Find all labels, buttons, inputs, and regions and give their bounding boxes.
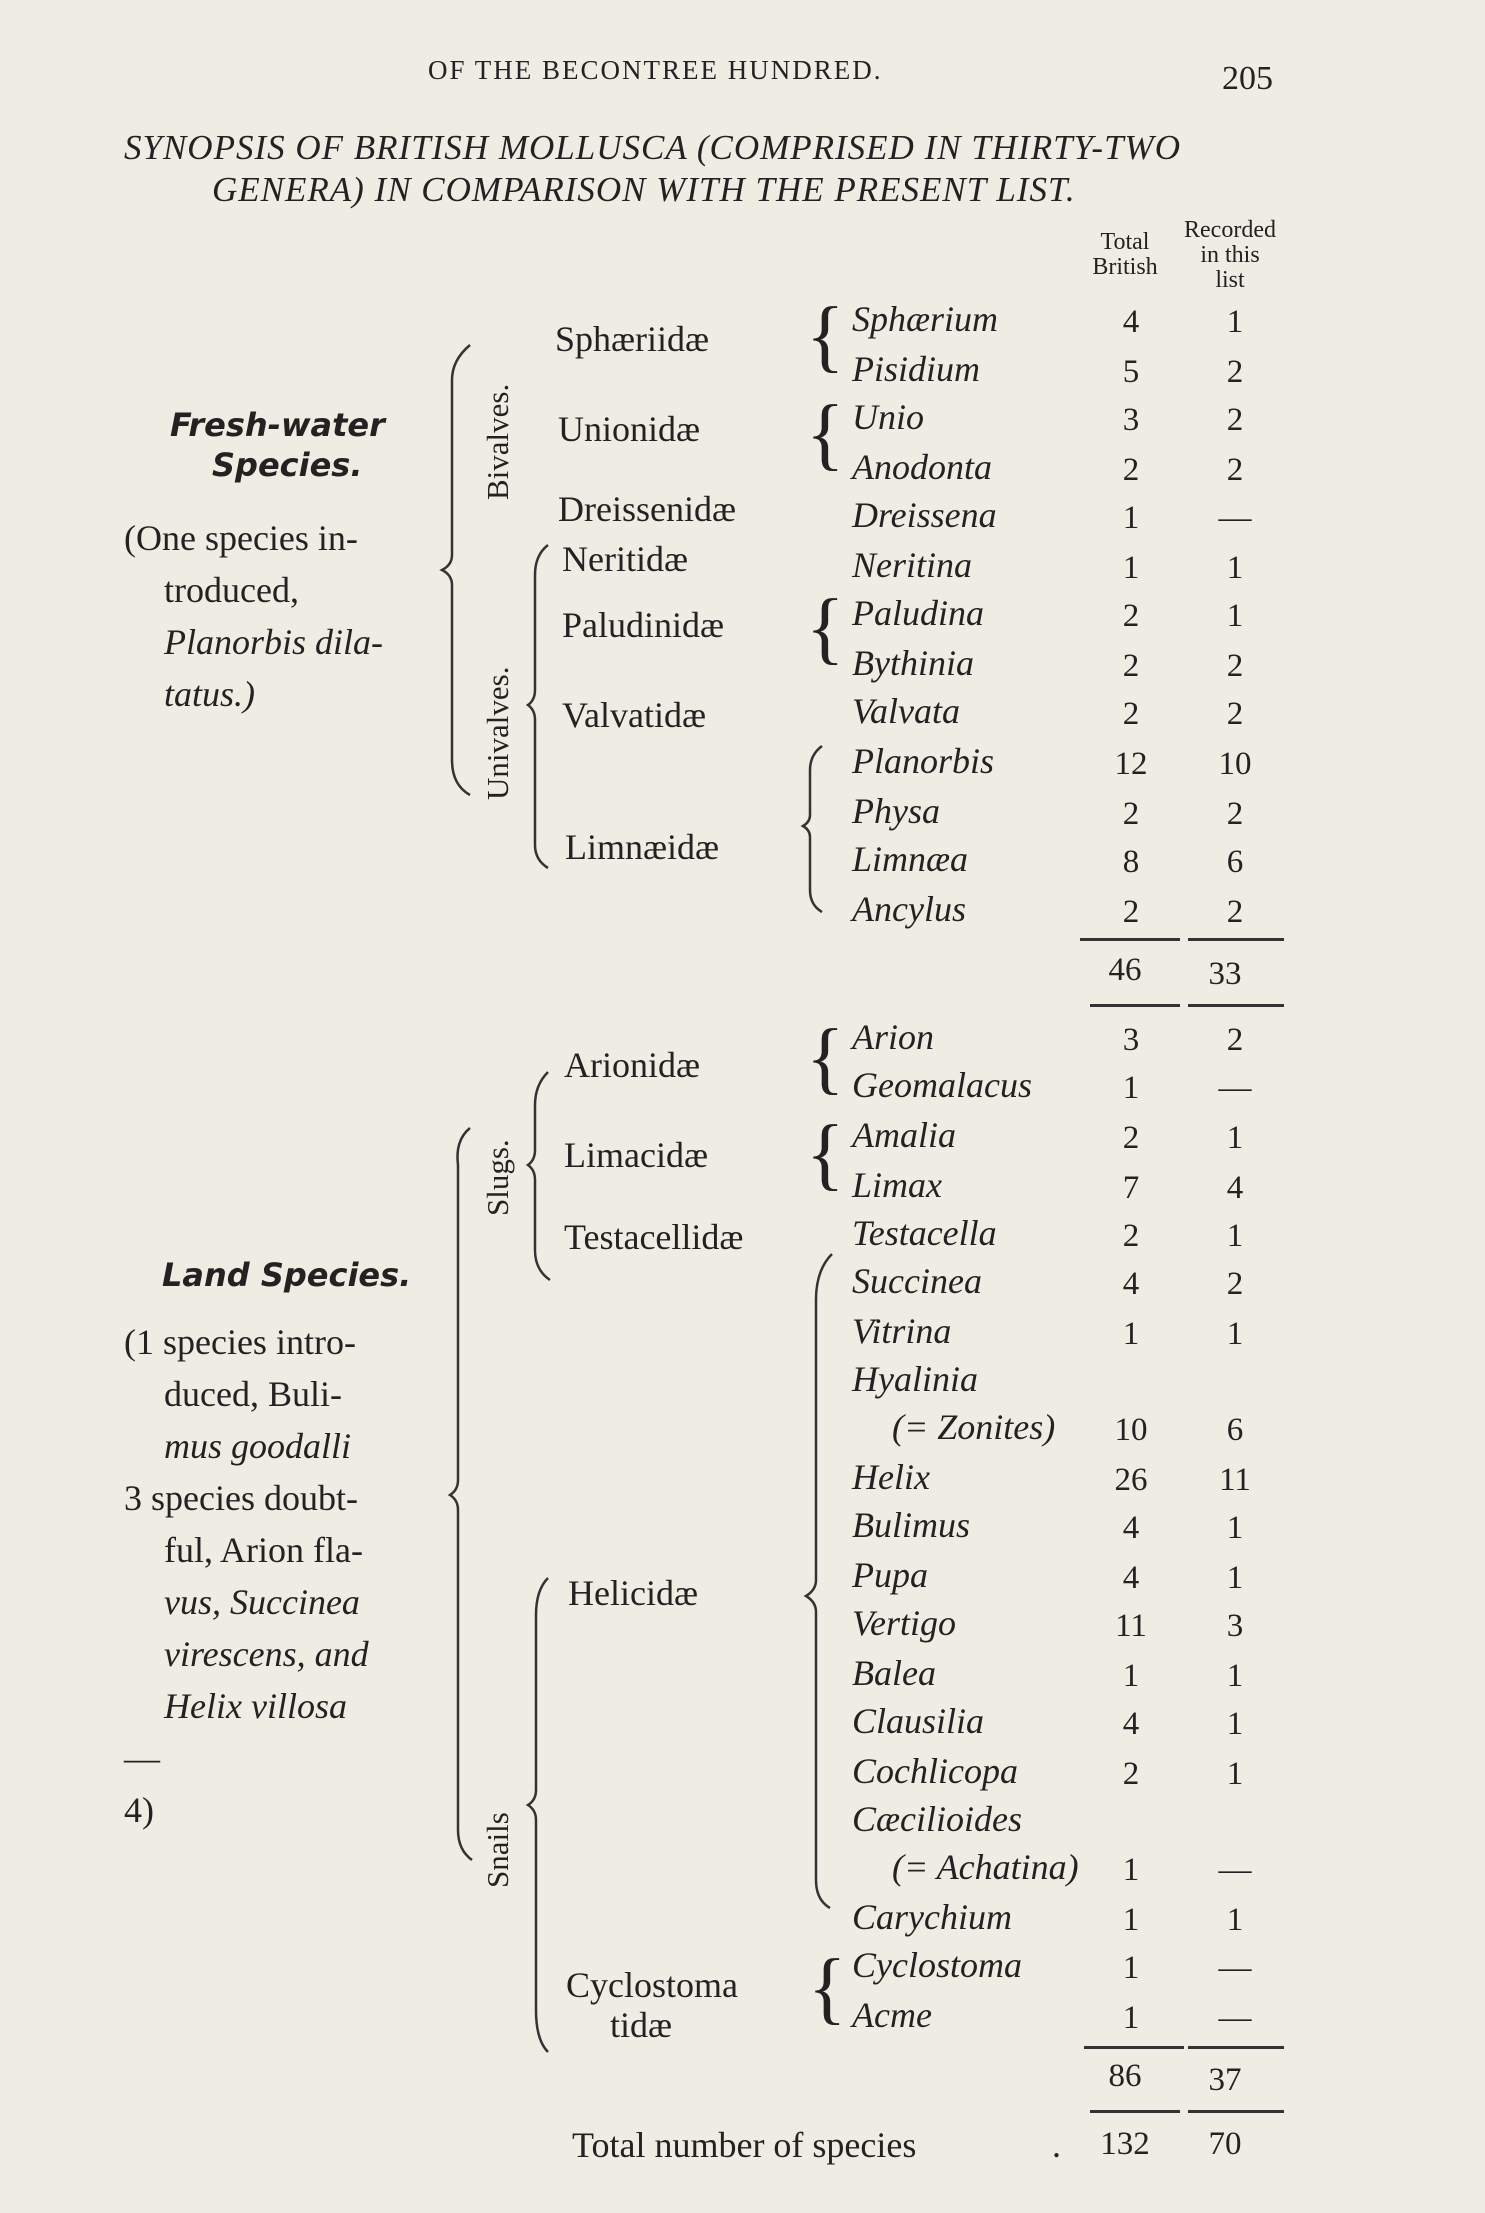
genus-name: Amalia xyxy=(852,1115,956,1155)
total-british-value: 2 xyxy=(1122,1120,1140,1156)
recorded-value: — xyxy=(1218,2000,1252,2036)
column-header-line: list xyxy=(1215,267,1245,293)
genus-name: Vertigo xyxy=(852,1603,956,1643)
genus-name: Helix xyxy=(852,1457,930,1497)
brace xyxy=(450,1128,472,1860)
brace xyxy=(806,1254,832,1908)
recorded-value: 2 xyxy=(1226,354,1244,390)
genus-name: Balea xyxy=(852,1653,936,1693)
genus-name: Succinea xyxy=(852,1261,982,1301)
genus-name: Limnæa xyxy=(852,839,969,879)
genus-name: (= Achatina) xyxy=(892,1847,1079,1887)
recorded-value: 6 xyxy=(1226,1412,1244,1448)
land-subtotal-recorded: 37 xyxy=(1208,2062,1242,2098)
genus-name: Neritina xyxy=(852,545,973,585)
note-line: 4) xyxy=(124,1790,154,1830)
genus-name: Physa xyxy=(852,791,940,831)
family-name: Dreissenidæ xyxy=(558,489,736,529)
brace xyxy=(442,345,470,795)
note-line: Helix villosa xyxy=(164,1686,347,1726)
total-british-value: 2 xyxy=(1122,796,1140,832)
fresh-water-subtotal-recorded: 33 xyxy=(1208,956,1242,992)
genus-name: Geomalacus xyxy=(852,1065,1032,1105)
total-british-value: 10 xyxy=(1114,1412,1148,1448)
total-british-value: 12 xyxy=(1114,746,1148,782)
total-british-value: 1 xyxy=(1122,1316,1140,1352)
brace xyxy=(528,1072,550,1280)
genus-name: (= Zonites) xyxy=(892,1407,1056,1447)
total-british-value: 2 xyxy=(1122,452,1140,488)
genus-name: Planorbis xyxy=(852,741,995,781)
total-british-value: 11 xyxy=(1115,1608,1147,1644)
note-line: tatus.) xyxy=(164,674,256,714)
genus-name: Paludina xyxy=(852,593,984,633)
grand-total-recorded: 70 xyxy=(1208,2126,1242,2162)
grand-total-dot: . xyxy=(1052,2125,1061,2165)
note-line: mus goodalli xyxy=(164,1426,352,1466)
total-british-value: 4 xyxy=(1122,304,1140,340)
genus-name: Unio xyxy=(852,397,924,437)
note-line: virescens, and xyxy=(164,1634,369,1674)
table-title-line-1: SYNOPSIS OF BRITISH MOLLUSCA (COMPRISED IN THIRTY-TWO xyxy=(124,128,1181,167)
family-name: Sphæriidæ xyxy=(555,319,710,359)
genus-name: Carychium xyxy=(852,1897,1012,1937)
genus-name: Anodonta xyxy=(852,447,992,487)
total-british-value: 4 xyxy=(1122,1266,1140,1302)
note-line: Planorbis dila- xyxy=(164,622,384,662)
total-british-value: 1 xyxy=(1122,550,1140,586)
table-title-line-2: GENERA) IN COMPARISON WITH THE PRESENT LIST. xyxy=(212,170,1076,209)
recorded-value: 2 xyxy=(1226,1266,1244,1302)
recorded-value: — xyxy=(1218,1852,1252,1888)
recorded-value: 1 xyxy=(1226,1560,1244,1596)
column-header-line: Recorded xyxy=(1184,217,1276,243)
brace-small: { xyxy=(806,292,845,380)
column-header-line: in this xyxy=(1200,242,1260,268)
recorded-value: 2 xyxy=(1226,696,1244,732)
family-name: Paludinidæ xyxy=(562,605,725,645)
land-species-heading: Land Species. xyxy=(162,1256,412,1294)
total-british-value: 8 xyxy=(1122,844,1140,880)
brace xyxy=(528,545,548,868)
family-name: Neritidæ xyxy=(562,539,688,579)
brace-small: { xyxy=(806,390,845,478)
total-british-value: 26 xyxy=(1114,1462,1148,1498)
group-label-snails: Snails xyxy=(480,1812,515,1888)
recorded-value: 1 xyxy=(1226,304,1244,340)
recorded-value: 1 xyxy=(1226,1902,1244,1938)
page-number: 205 xyxy=(1222,60,1273,97)
genus-name: Cyclostoma xyxy=(852,1945,1022,1985)
genus-name: Bulimus xyxy=(852,1505,971,1545)
note-line: 3 species doubt- xyxy=(124,1478,358,1518)
recorded-value: 2 xyxy=(1226,1022,1244,1058)
note-line: ful, Arion fla- xyxy=(164,1530,363,1570)
total-british-value: 1 xyxy=(1122,500,1140,536)
land-subtotal-total: 86 xyxy=(1108,2058,1142,2094)
recorded-value: 10 xyxy=(1218,746,1252,782)
family-name: Cyclostoma xyxy=(566,1965,738,2005)
group-label-bivalves: Bivalves. xyxy=(480,383,515,500)
brace xyxy=(528,1578,548,2052)
recorded-value: 2 xyxy=(1226,452,1244,488)
recorded-value: 3 xyxy=(1226,1608,1244,1644)
note-line: troduced, xyxy=(164,570,299,610)
family-name: tidæ xyxy=(610,2005,673,2045)
genus-name: Arion xyxy=(852,1017,935,1057)
family-name: Testacellidæ xyxy=(564,1217,744,1257)
genus-name: Cæcilioides xyxy=(852,1799,1022,1839)
genus-name: Ancylus xyxy=(852,889,966,929)
brace-small: { xyxy=(806,584,845,672)
total-british-value: 2 xyxy=(1122,648,1140,684)
recorded-value: 4 xyxy=(1226,1170,1244,1206)
family-name: Helicidæ xyxy=(568,1573,698,1613)
genus-name: Vitrina xyxy=(852,1311,952,1351)
note-line: (1 species intro- xyxy=(124,1322,356,1362)
total-british-value: 2 xyxy=(1122,1756,1140,1792)
total-british-value: 1 xyxy=(1122,1852,1140,1888)
recorded-value: 1 xyxy=(1226,1510,1244,1546)
note-line: — xyxy=(124,1738,160,1778)
fresh-water-heading-line-1: Fresh-water xyxy=(170,406,385,444)
total-british-value: 4 xyxy=(1122,1510,1140,1546)
genus-name: Pisidium xyxy=(852,349,981,389)
genus-name: Dreissena xyxy=(852,495,997,535)
recorded-value: — xyxy=(1218,1950,1252,1986)
brace-small: { xyxy=(806,1110,845,1198)
genus-name: Limax xyxy=(852,1165,942,1205)
recorded-value: 2 xyxy=(1226,648,1244,684)
total-british-value: 3 xyxy=(1122,402,1140,438)
recorded-value: 1 xyxy=(1226,1218,1244,1254)
family-name: Unionidæ xyxy=(558,409,701,449)
recorded-value: 2 xyxy=(1226,402,1244,438)
total-british-value: 1 xyxy=(1122,1070,1140,1106)
genus-name: Pupa xyxy=(852,1555,928,1595)
family-name: Limnæidæ xyxy=(565,827,720,867)
genus-name: Sphærium xyxy=(852,299,999,339)
total-british-value: 1 xyxy=(1122,1658,1140,1694)
note-line: vus, Succinea xyxy=(164,1582,360,1622)
recorded-value: 1 xyxy=(1226,550,1244,586)
column-header-line: Total xyxy=(1100,229,1150,255)
brace xyxy=(803,746,822,912)
total-british-value: 7 xyxy=(1122,1170,1140,1206)
recorded-value: 6 xyxy=(1226,844,1244,880)
column-header-line: British xyxy=(1092,254,1158,280)
brace-small: { xyxy=(808,1944,847,2032)
recorded-value: 2 xyxy=(1226,894,1244,930)
recorded-value: 2 xyxy=(1226,796,1244,832)
total-british-value: 2 xyxy=(1122,598,1140,634)
total-british-value: 2 xyxy=(1122,696,1140,732)
running-head: OF THE BECONTREE HUNDRED. xyxy=(428,55,883,85)
recorded-value: 11 xyxy=(1219,1462,1251,1498)
grand-total-label: Total number of species xyxy=(572,2125,917,2165)
fresh-water-heading-line-2: Species. xyxy=(212,446,363,484)
total-british-value: 3 xyxy=(1122,1022,1140,1058)
total-british-value: 2 xyxy=(1122,1218,1140,1254)
group-label-univalves: Univalves. xyxy=(480,666,515,800)
total-british-value: 4 xyxy=(1122,1706,1140,1742)
genus-name: Bythinia xyxy=(852,643,974,683)
total-british-value: 1 xyxy=(1122,1950,1140,1986)
note-line: (One species in- xyxy=(124,518,358,558)
recorded-value: — xyxy=(1218,1070,1252,1106)
recorded-value: — xyxy=(1218,500,1252,536)
total-british-value: 2 xyxy=(1122,894,1140,930)
recorded-value: 1 xyxy=(1226,598,1244,634)
genus-name: Hyalinia xyxy=(852,1359,978,1399)
recorded-value: 1 xyxy=(1226,1756,1244,1792)
fresh-water-subtotal-total: 46 xyxy=(1108,952,1142,988)
grand-total-total: 132 xyxy=(1100,2126,1150,2162)
recorded-value: 1 xyxy=(1226,1706,1244,1742)
total-british-value: 1 xyxy=(1122,1902,1140,1938)
total-british-value: 1 xyxy=(1122,2000,1140,2036)
family-name: Arionidæ xyxy=(564,1045,701,1085)
recorded-value: 1 xyxy=(1226,1658,1244,1694)
genus-name: Valvata xyxy=(852,691,960,731)
recorded-value: 1 xyxy=(1226,1316,1244,1352)
recorded-value: 1 xyxy=(1226,1120,1244,1156)
genus-name: Clausilia xyxy=(852,1701,985,1741)
genus-name: Acme xyxy=(852,1995,932,2035)
brace-small: { xyxy=(806,1014,845,1102)
family-name: Valvatidæ xyxy=(562,695,706,735)
group-label-slugs: Slugs. xyxy=(480,1139,515,1216)
total-british-value: 5 xyxy=(1122,354,1140,390)
genus-name: Cochlicopa xyxy=(852,1751,1018,1791)
genus-name: Testacella xyxy=(852,1213,997,1253)
family-name: Limacidæ xyxy=(564,1135,708,1175)
note-line: duced, Buli- xyxy=(164,1374,342,1414)
total-british-value: 4 xyxy=(1122,1560,1140,1596)
